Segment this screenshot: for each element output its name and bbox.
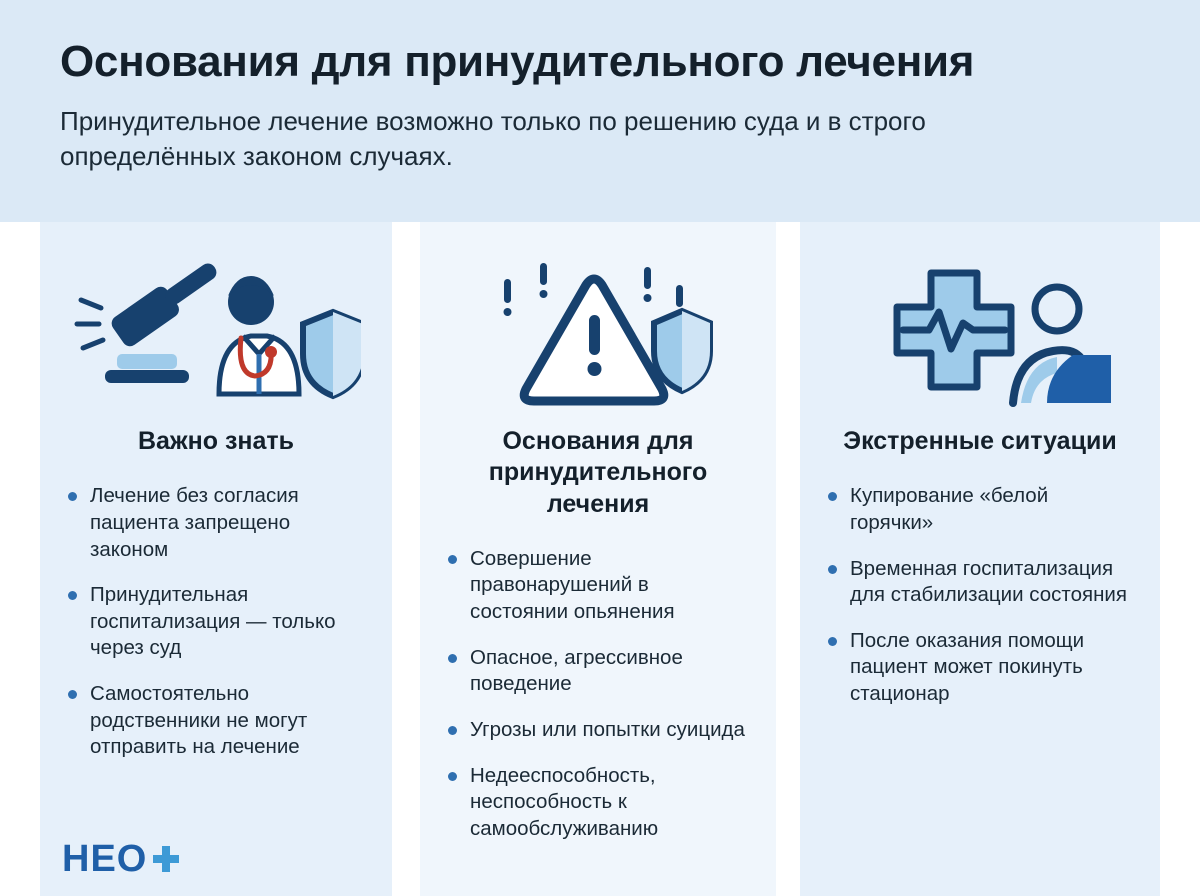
list-item: Самостоятельно родственники не могут отправить на лечение [66,681,366,761]
brand-logo [62,840,179,878]
plus-icon [153,846,179,872]
medical-cross-patient-icon [826,252,1134,422]
bullet-list [66,483,366,761]
list-item: Принудительная госпитализация — только через суд [66,582,366,662]
list-item: Недееспособность, неспособность к самообслуживанию [446,763,750,843]
column-title: Экстренные ситуации [843,427,1117,455]
column-emergency-situations [800,222,1160,896]
logo-text: НЕО [62,838,148,880]
header [0,0,1200,222]
page-subtitle: Принудительное лечение возможно только по решению суда и в строго определённых законом случаях. [60,106,926,172]
column-grounds-for-treatment [420,222,776,896]
columns-container [0,222,1200,896]
list-item: Купирование «белой горячки» [826,483,1134,536]
list-item: Лечение без согласия пациента запрещено законом [66,483,366,563]
page-title: Основания для принудительного лечения [60,37,975,86]
column-title: Важно знать [137,427,295,455]
list-item: Опасное, агрессивное поведение [446,645,750,698]
bullet-list [826,483,1134,707]
list-item: После оказания помощи пациент может покинуть стационар [826,628,1134,708]
list-item: Угрозы или попытки суицида [446,717,750,744]
gavel-doctor-shield-icon [66,252,366,422]
list-item: Совершение правонарушений в состоянии опьянения [446,546,750,626]
column-important-to-know [40,222,392,896]
bullet-list [446,546,750,843]
list-item: Временная госпитализация для стабилизации состояния [826,556,1134,609]
column-title: Основания для принудительного лечения [488,427,708,518]
warning-triangle-shield-icon [446,252,750,422]
